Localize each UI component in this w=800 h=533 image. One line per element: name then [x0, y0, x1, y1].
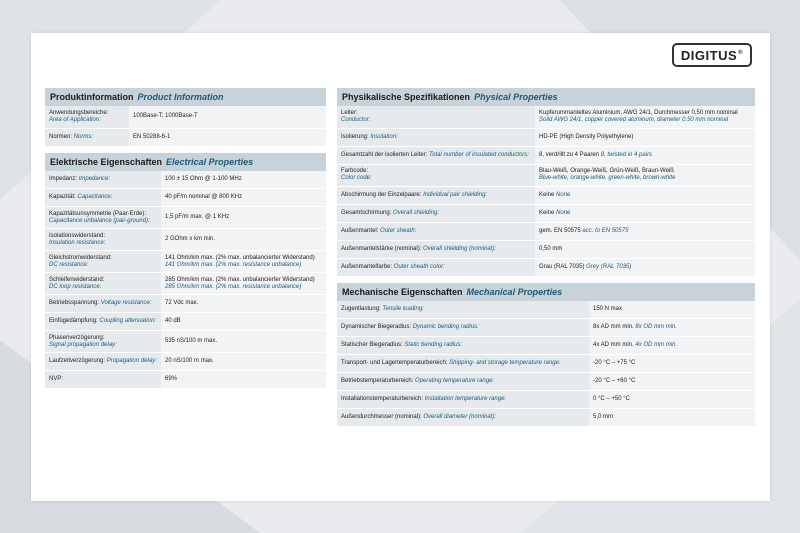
spec-label-en: Total number of insulated conductors: [429, 151, 529, 158]
spec-label-de: Isolationswiderstand: [49, 232, 106, 239]
mechanical-table [337, 301, 755, 428]
spec-value-en: 8, twisted in 4 pairs [600, 151, 653, 158]
spec-value-de: 69% [165, 376, 178, 382]
spec-label [337, 186, 535, 204]
spec-label [45, 189, 161, 207]
spec-row [45, 353, 326, 371]
spec-value [589, 409, 755, 427]
spec-value [589, 373, 755, 391]
spec-label [45, 128, 129, 146]
spec-value-de: 535 nS/100 m max. [165, 338, 218, 344]
spec-row [337, 204, 755, 222]
spec-value [535, 106, 755, 128]
spec-value-de: 0 °C – +50 °C [593, 396, 630, 402]
spec-row [45, 128, 326, 146]
spec-label-de: Dynamischer Biegeradius: [341, 324, 412, 330]
spec-label [337, 355, 589, 373]
spec-value-de: 141 Ohm/km max. (2% max. unbalancierter Widerstand) [165, 254, 315, 261]
spec-row [45, 106, 326, 128]
spec-label [45, 273, 161, 295]
spec-value-en: Solid AWG 24/1, copper covered aluminum, diameter 0.50 mm nominal [539, 116, 729, 123]
spec-row [337, 164, 755, 186]
spec-label-de: Außenmantel: [341, 227, 379, 234]
spec-value [535, 240, 755, 258]
spec-value [535, 128, 755, 146]
spec-label-en: Coupling attenuation: [99, 318, 157, 324]
spec-label-de: Betriebsspannung: [49, 300, 100, 306]
spec-label [45, 313, 161, 331]
spec-label-en: Insulation: [370, 133, 398, 140]
spec-value-de: Grau (RAL 7035) [539, 263, 585, 270]
spec-value [161, 189, 326, 207]
spec-row [337, 128, 755, 146]
spec-label-en: Dynamic bending radius: [412, 324, 479, 330]
spec-value-en: None [556, 191, 571, 198]
spec-label [45, 229, 161, 251]
spec-row [337, 258, 755, 276]
spec-value-de: 8, verdrillt zu 4 Paaren [539, 151, 600, 158]
spec-label-de: Kapazitätsunsymmetrie (Paar-Erde): [49, 210, 147, 217]
spec-label [45, 251, 161, 273]
spec-label-en: Overall shielding (nominal): [423, 245, 496, 252]
spec-label-en: Color code: [341, 175, 372, 181]
spec-value [535, 146, 755, 164]
spec-value-en: None [556, 209, 571, 216]
spec-label-de: Installationstemperaturbereich: [341, 396, 424, 402]
spec-value [535, 204, 755, 222]
electrical-table [45, 171, 326, 390]
spec-label-de: Normen: [49, 133, 73, 140]
spec-value [589, 301, 755, 319]
spec-label-de: Impedanz: [49, 175, 78, 182]
spec-label [337, 222, 535, 240]
spec-label-de: Zugentlastung: [341, 305, 381, 312]
spec-row [45, 251, 326, 273]
spec-label [337, 319, 589, 337]
spec-label-de: Betriebstemperaturbereich: [341, 378, 414, 384]
spec-row [45, 295, 326, 313]
spec-value [161, 331, 326, 353]
spec-value [161, 371, 326, 389]
spec-label [45, 295, 161, 313]
spec-value [161, 251, 326, 273]
spec-row [337, 240, 755, 258]
spec-label-en: Tensile loading: [382, 305, 424, 312]
section-electrical-properties: Elektrische Eigenschaften Electrical Properties [45, 153, 326, 171]
spec-label-en: Overall shielding: [393, 209, 440, 216]
spec-value [161, 171, 326, 189]
spec-value [161, 229, 326, 251]
spec-label [337, 409, 589, 427]
spec-row [337, 373, 755, 391]
spec-value-de: 1,5 pF/m max. @ 1 KHz [165, 214, 230, 220]
spec-label [337, 240, 535, 258]
spec-row [337, 319, 755, 337]
spec-label-en: Insulation resistance: [49, 239, 106, 246]
spec-value-de: 0,50 mm [539, 245, 563, 252]
spec-row [337, 186, 755, 204]
spec-value-de: -20 °C – +75 °C [593, 360, 636, 366]
spec-row [337, 301, 755, 319]
digitus-logo: DIGITUS® [672, 43, 752, 67]
spec-value-en: 285 Ohm/km max. (2% max. resistance unbalance) [165, 283, 302, 290]
spec-value [535, 258, 755, 276]
right-column [337, 88, 755, 427]
spec-value-de: gem. EN 50575 [539, 227, 581, 234]
spec-label-de: Abschirmung der Einzelpaare: [341, 191, 422, 198]
spec-label-de: Gleichstromwiderstand: [49, 254, 112, 261]
spec-label-de: Isolierung: [341, 133, 369, 140]
spec-label-de: Außenmantelfarbe: [341, 263, 393, 270]
spec-value-en: 4x OD mm min. [635, 342, 678, 348]
spec-value-de: 72 Vdc max. [165, 300, 199, 306]
spec-label-en: Voltage resistance: [100, 300, 152, 306]
spec-label-de: Phasenverzögerung: [49, 334, 105, 341]
spec-value-de: 8x AD mm min. [593, 324, 634, 330]
spec-value [589, 391, 755, 409]
spec-label-en: Outer sheath: [380, 227, 417, 234]
section-mechanical-properties: Mechanische Eigenschaften Mechanical Properties [337, 283, 755, 301]
spec-label-en: Impedance: [78, 175, 111, 182]
spec-value-en: Grey (RAL 7035) [586, 263, 632, 270]
spec-value-de: 40 dB [165, 318, 181, 324]
spec-value [535, 222, 755, 240]
spec-row [45, 171, 326, 189]
spec-value-de: 5,0 mm [593, 414, 614, 420]
spec-row [45, 207, 326, 229]
spec-value-de: 40 pF/m nominal @ 800 KHz [165, 194, 243, 200]
spec-value [129, 128, 326, 146]
spec-label-de: Statischer Biegeradius: [341, 342, 403, 348]
spec-label-en: Static bending radius: [404, 342, 463, 348]
spec-value-de: 20 nS/100 m max. [165, 358, 214, 364]
spec-label-de: Leiter: [341, 109, 358, 116]
spec-row [337, 146, 755, 164]
spec-value-de: Keine [539, 209, 555, 216]
spec-row [337, 106, 755, 128]
spec-value-de: 4x AD mm min. [593, 342, 634, 348]
spec-value-de: EN 50288-6-1 [133, 133, 171, 140]
spec-label [337, 301, 589, 319]
spec-label-en: DC resistance: [49, 261, 89, 268]
spec-value-de: -20 °C – +60 °C [593, 378, 636, 384]
product-table [45, 106, 326, 147]
spec-label-en: Shipping- and storage temperature range: [449, 360, 561, 366]
spec-label [337, 146, 535, 164]
spec-value-en: 141 Ohm/km max. (2% max. resistance unbalance) [165, 261, 302, 268]
physical-table [337, 106, 755, 277]
spec-label [45, 353, 161, 371]
spec-label [337, 128, 535, 146]
spec-value-de: Blau-Weiß, Orange-Weiß, Grün-Weiß, Braun-Weiß [539, 168, 674, 174]
spec-row [337, 409, 755, 427]
spec-label [337, 373, 589, 391]
section-product-information: Produktinformation Product Information [45, 88, 326, 106]
spec-row [337, 391, 755, 409]
spec-row [45, 313, 326, 331]
spec-label-de: Schleifenwiderstand: [49, 276, 105, 283]
spec-value-de: 150 N max [593, 305, 623, 312]
spec-value-de: Kupferummanteltes Aluminium, AWG 24/1, Durchmesser 0,50 mm nominal [539, 109, 738, 116]
spec-value [161, 313, 326, 331]
spec-label-de: Laufzeitverzögerung: [49, 358, 106, 364]
spec-label-de: Gesamtschirmung: [341, 209, 392, 216]
spec-value [161, 295, 326, 313]
section-physical-properties: Physikalische Spezifikationen Physical Properties [337, 88, 755, 106]
spec-label-de: Gesamtzahl der isolierten Leiter: [341, 151, 428, 158]
spec-value-de: 2 GOhm x km min. [165, 236, 216, 242]
spec-label-de: Farbcode: [341, 168, 369, 174]
spec-value [589, 355, 755, 373]
spec-label-de: Transport- und Lagertemperaturbereich: [341, 360, 448, 366]
spec-label-de: Kapazität: [49, 194, 76, 200]
spec-label-en: DC loop resistance: [49, 283, 102, 290]
spec-label-en: Area of Application: [49, 116, 101, 123]
spec-label-en: Installation temperature range: [424, 396, 507, 402]
spec-label-en: Norms: [73, 133, 94, 140]
spec-value [161, 273, 326, 295]
spec-label [45, 207, 161, 229]
spec-row [337, 222, 755, 240]
spec-label-de: Außendurchmesser (nominal): [341, 414, 422, 420]
spec-value [535, 186, 755, 204]
spec-value [589, 319, 755, 337]
spec-value-de: Keine [539, 191, 555, 198]
spec-label [45, 171, 161, 189]
spec-label-de: Außenmantelstärke (nominal): [341, 245, 422, 252]
spec-row [45, 371, 326, 389]
spec-value [129, 106, 326, 128]
spec-label-en: Capacitance: [77, 194, 113, 200]
spec-value-de: HD-PE (High Density Polyethylene) [539, 133, 634, 140]
spec-value-de: 100Base-T; 1000Base-T [133, 113, 198, 120]
spec-label-en: Overall diameter (nominal): [423, 414, 496, 420]
spec-label-en: Propagation delay: [106, 358, 157, 364]
spec-label-en: Conductor: [341, 116, 371, 123]
left-column [45, 88, 326, 389]
spec-label [337, 204, 535, 222]
spec-value-en: acc. to EN 50575 [582, 227, 629, 234]
spec-label [45, 371, 161, 389]
spec-label-de: Anwendungsbereiche: [49, 109, 109, 116]
spec-value-de: 285 Ohm/km max. (2% max. unbalancierter Widerstand) [165, 276, 315, 283]
spec-label [45, 106, 129, 128]
spec-label-en: Signal propagation delay: [49, 341, 117, 348]
spec-label [337, 391, 589, 409]
spec-label [337, 106, 535, 128]
spec-label-en: Operating temperature range: [415, 378, 495, 384]
spec-row [45, 331, 326, 353]
spec-label [45, 331, 161, 353]
spec-label-en: Outer sheath color: [393, 263, 445, 270]
spec-row [45, 189, 326, 207]
spec-row [337, 337, 755, 355]
spec-label [337, 258, 535, 276]
spec-value [161, 353, 326, 371]
spec-row [337, 355, 755, 373]
spec-label [337, 164, 535, 186]
spec-value-en: 8x OD mm min. [635, 324, 678, 330]
spec-row [45, 273, 326, 295]
spec-value [589, 337, 755, 355]
spec-label [337, 337, 589, 355]
spec-value [161, 207, 326, 229]
spec-label-en: Individual pair shielding: [423, 191, 488, 198]
spec-label-de: NVP: [49, 376, 64, 382]
spec-label-en: Capacitance unbalance (pair-ground): [49, 217, 150, 224]
spec-row [45, 229, 326, 251]
spec-value [535, 164, 755, 186]
spec-label-de: Einfügedämpfung: [49, 318, 98, 324]
spec-value-de: 100 ± 15 Ohm @ 1-100 MHz [165, 175, 242, 182]
spec-value-en: Blue-white, orange-white, green-white, brown-white [539, 175, 676, 181]
